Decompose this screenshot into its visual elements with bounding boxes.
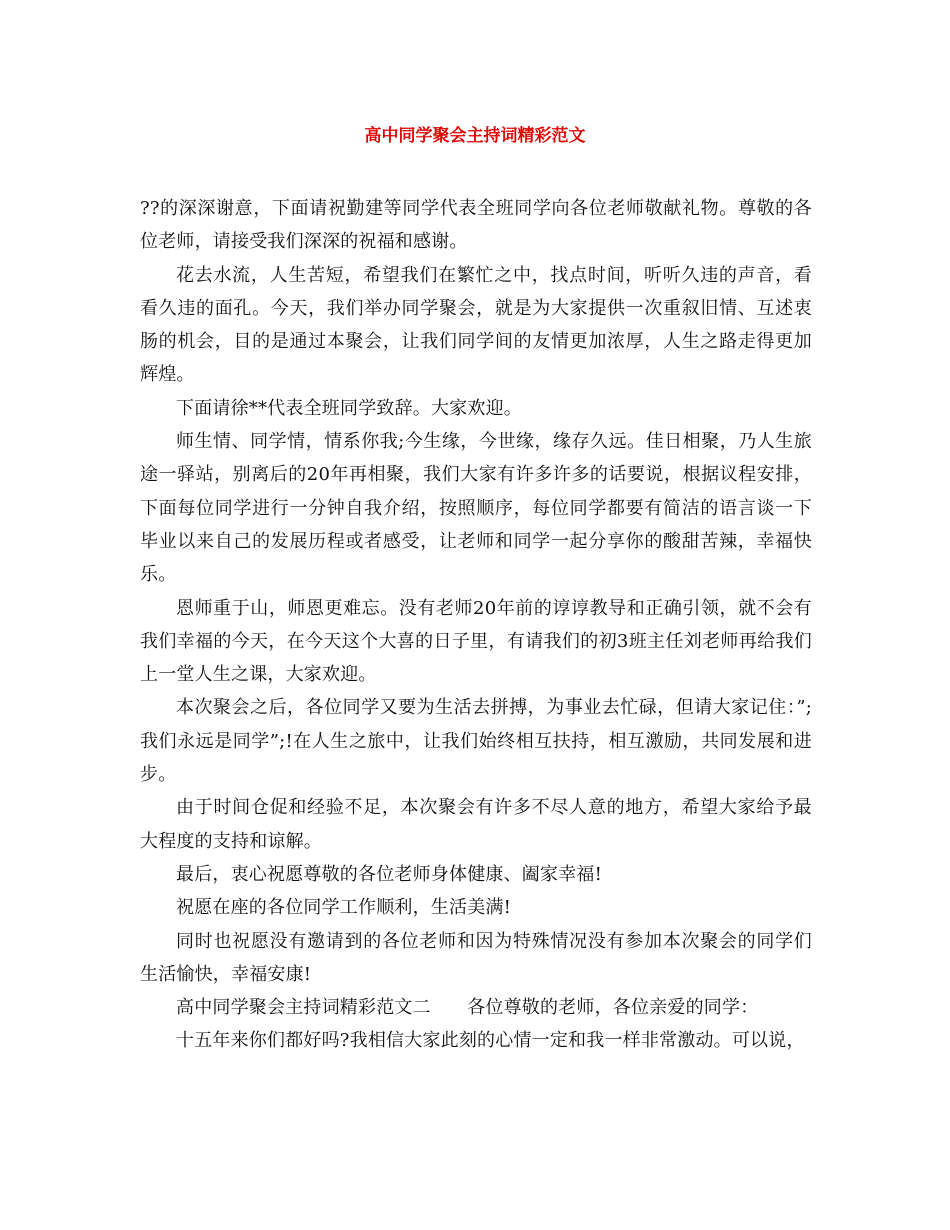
paragraph: 十五年来你们都好吗?我相信大家此刻的心情一定和我一样非常激动。可以说， <box>176 1030 805 1052</box>
paragraph: 最后，衷心祝愿尊敬的各位老师身体健康、阖家幸福! <box>176 863 603 885</box>
paragraph: 由于时间仓促和经验不足，本次聚会有许多不尽人意的地方，希望大家给予最大程度的支持和谅解。 <box>140 797 812 852</box>
paragraph: 恩师重于山，师恩更难忘。没有老师20年前的谆谆教导和正确引领，就不会有我们幸福的今天，在今天这个大喜的日子里，有请我们的初3班主任刘老师再给我们上一堂人生之课，大家欢迎。 <box>140 597 812 686</box>
paragraph: 花去水流，人生苦短，希望我们在繁忙之中，找点时间，听听久违的声音，看看久违的面孔。今天，我们举办同学聚会，就是为大家提供一次重叙旧情、互述衷肠的机会，目的是通过本聚会，让我们同学间的友情更加浓厚，人生之路走得更加辉煌。 <box>140 264 812 386</box>
document-body <box>140 192 812 1058</box>
paragraph: ??的深深谢意，下面请祝勤建等同学代表全班同学向各位老师敬献礼物。尊敬的各位老师，请接受我们深深的祝福和感谢。 <box>140 198 812 253</box>
document-title: 高中同学聚会主持词精彩范文 <box>364 126 586 146</box>
paragraph: 同时也祝愿没有邀请到的各位老师和因为特殊情况没有参加本次聚会的同学们生活愉快，幸福安康! <box>140 930 812 985</box>
paragraph: 下面请徐**代表全班同学致辞。大家欢迎。 <box>176 397 522 419</box>
paragraph: 师生情、同学情，情系你我;今生缘，今世缘，缘存久远。佳日相聚，乃人生旅途一驿站，别离后的20年再相聚，我们大家有许多许多的话要说，根据议程安排，下面每位同学进行一分钟自我介绍，按照顺序，每位同学都要有简洁的语言谈一下毕业以来自己的发展历程或者感受，让老师和同学一起分享你的酸甜苦辣，幸福快乐。 <box>140 431 812 586</box>
paragraph: 高中同学聚会主持词精彩范文二 各位尊敬的老师，各位亲爱的同学： <box>176 997 759 1019</box>
paragraph: 本次聚会之后，各位同学又要为生活去拼搏，为事业去忙碌，但请大家记住：”;我们永远是同学”;!在人生之旅中，让我们始终相互扶持，相互激励，共同发展和进步。 <box>140 697 812 786</box>
paragraph: 祝愿在座的各位同学工作顺利，生活美满! <box>176 897 512 919</box>
